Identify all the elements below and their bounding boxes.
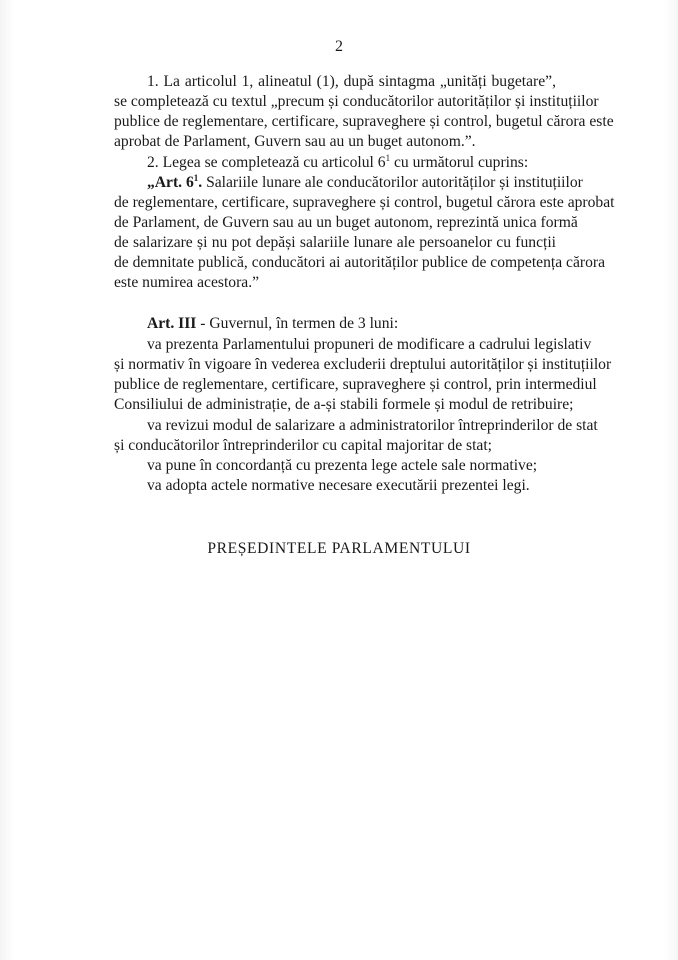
- art3-item1-line1: va prezenta Parlamentului propuneri de modificare a cadrului legislativ: [147, 336, 592, 353]
- article-label-superscript: 1: [193, 173, 199, 183]
- article-6-1-line5: de demnitate publică, conducători ai autorităților publice de competența cărora: [114, 254, 605, 271]
- article-label-text: „Art. 6: [147, 174, 194, 191]
- signature-title: PREȘEDINTELE PARLAMENTULUI: [207, 540, 471, 557]
- art3-item4: va adopta actele normative necesare executării prezentei legi.: [147, 477, 530, 494]
- article-6-1-line1: [147, 173, 583, 193]
- article-6-1-line3: de Parlament, de Guvern sau au un buget autonom, reprezintă unica formă: [114, 214, 578, 231]
- article-6-1-label: [147, 174, 202, 191]
- section1-line3: publice de reglementare, certificare, supraveghere și control, bugetul cărora este: [114, 113, 614, 130]
- section2-intro-superscript: 1: [385, 153, 391, 163]
- article-6-1-text: Salariile lunare ale conducătorilor autorităților și instituțiilor: [202, 174, 583, 191]
- section1-line2: se completează cu textul „precum și conducătorilor autorităților și instituțiilor: [114, 93, 599, 110]
- art3-item3: va pune în concordanță cu prezenta lege actele sale normative;: [147, 457, 538, 474]
- art3-heading: [147, 314, 398, 334]
- art3-label: Art. III: [147, 315, 197, 332]
- article-6-1-line2: de reglementare, certificare, supraveghere și control, bugetul cărora este aprobat: [114, 194, 615, 211]
- art3-item2-line2: și conducătorilor întreprinderilor cu capital majoritar de stat;: [114, 437, 493, 454]
- section2-intro-tail: cu următorul cuprins:: [390, 154, 529, 171]
- art3-item2-line1: va revizui modul de salarizare a administratorilor întreprinderilor de stat: [147, 417, 598, 434]
- section2-intro-text: 2. Legea se completează cu articolul 6: [147, 154, 386, 171]
- article-6-1-line4: de salarizare și nu pot depăși salariile lunare ale persoanelor cu funcții: [114, 234, 556, 251]
- section1-line4: aprobat de Parlament, Guvern sau au un buget autonom.”.: [114, 133, 476, 150]
- art3-item1-line3: publice de reglementare, certificare, supraveghere și control, prin intermediul: [114, 376, 597, 393]
- art3-heading-text: - Guvernul, în termen de 3 luni:: [196, 315, 399, 332]
- art3-item1-line2: și normativ în vigoare în vederea excluderii dreptului autorităților și instituțiilor: [114, 356, 612, 373]
- article-6-1-line6: este numirea acestora.”: [114, 274, 260, 291]
- article-label-dot: .: [198, 174, 203, 191]
- section2-intro: [147, 153, 528, 173]
- art3-item1-line4: Consiliului de administrație, de a-și stabili formele și modul de retribuire;: [114, 396, 574, 413]
- section1-line1: 1. La articolul 1, alineatul (1), după sintagma „unități bugetare”,: [147, 73, 556, 90]
- page-number: 2: [335, 38, 343, 55]
